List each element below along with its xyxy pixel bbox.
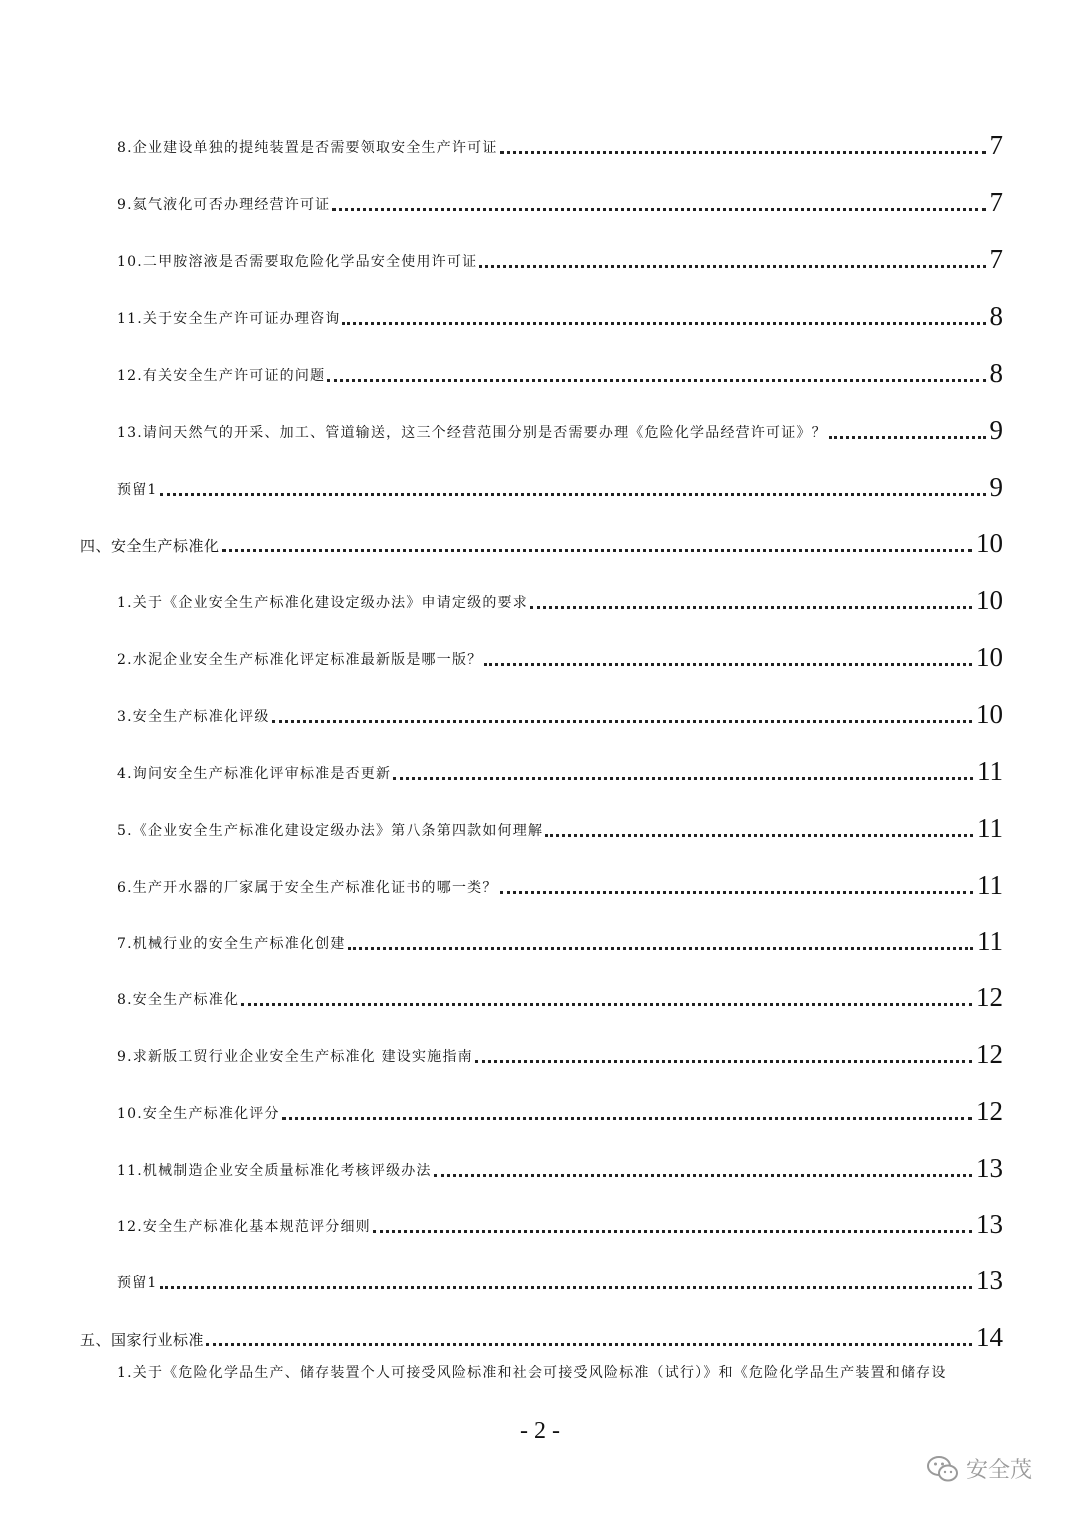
toc-entry[interactable] [117,181,1003,217]
toc-entry[interactable] [117,1090,1003,1126]
toc-entry-title: 11.关于安全生产许可证办理咨询 [117,311,341,327]
toc-leader-dots [530,606,972,609]
toc-entry-page-number: 11 [977,870,1003,900]
toc-leader-dots [206,1343,972,1346]
toc-entry-title: 13.请问天然气的开采、加工、管道输送，这三个经营范围分别是否需要办理《危险化学品经营许可证》？ [117,425,827,441]
toc-leader-dots [241,1003,972,1006]
toc-entry-title: 9.氦气液化可否办理经营许可证 [117,197,331,213]
toc-entry-title: 12.有关安全生产许可证的问题 [117,368,326,384]
toc-entry-page-number: 9 [989,415,1003,445]
toc-entry-title: 6.生产开水器的厂家属于安全生产标准化证书的哪一类？ [117,880,498,896]
toc-entry-page-number: 11 [977,756,1003,786]
toc-entry-title: 9.求新版工贸行业企业安全生产标准化 建设实施指南 [117,1049,473,1065]
toc-entry[interactable] [117,579,1003,615]
toc-entry-title: 7.机械行业的安全生产标准化创建 [117,936,346,952]
toc-leader-dots [500,891,973,894]
toc-entry[interactable] [117,1033,1003,1069]
toc-leader-dots [222,549,972,552]
toc-entry[interactable] [117,238,1003,274]
watermark-name: 安全茂 [966,1458,1033,1483]
toc-entry-title: 8.安全生产标准化 [117,992,240,1008]
toc-leader-dots [282,1117,972,1120]
toc-leader-dots [373,1230,972,1233]
toc-leader-dots [545,834,973,837]
toc-entry-page-number: 10 [976,642,1003,672]
toc-leader-dots [342,322,985,325]
toc-entry-page-number: 8 [989,358,1003,388]
toc-entry-page-number: 13 [976,1209,1003,1239]
toc-entry-page-number: 14 [976,1322,1003,1352]
toc-entry[interactable] [117,976,1003,1012]
toc-entry-page-number: 11 [977,926,1003,956]
toc-entry[interactable] [117,693,1003,729]
toc-entry-title: 3.安全生产标准化评级 [117,709,270,725]
toc-leader-dots [484,663,972,666]
toc-entry[interactable] [117,864,1003,900]
toc-entry-page-number: 11 [977,813,1003,843]
toc-entry-title: 10.安全生产标准化评分 [117,1106,280,1122]
toc-entry-page-number: 7 [989,244,1003,274]
toc-entry-title: 2.水泥企业安全生产标准化评定标准最新版是哪一版？ [117,652,483,668]
toc-entry-title: 四、安全生产标准化 [80,537,220,555]
toc-leader-dots [479,265,985,268]
toc-entry-page-number: 10 [976,585,1003,615]
toc-entry-title: 11.机械制造企业安全质量标准化考核评级办法 [117,1163,432,1179]
toc-entry-page-number: 9 [989,472,1003,502]
toc-section-heading[interactable] [80,522,1003,558]
watermark [926,1453,1032,1484]
toc-entry[interactable] [117,352,1003,388]
toc-entry-title: 预留1 [117,482,158,498]
toc-leader-dots [160,1286,972,1289]
toc-entry-title: 4.询问安全生产标准化评审标准是否更新 [117,766,392,782]
toc-leader-dots [393,777,973,780]
toc-entry[interactable] [117,1147,1003,1183]
toc-entry[interactable] [117,466,1003,502]
toc-entry-page-number: 13 [976,1153,1003,1183]
toc-entry-title: 12.安全生产标准化基本规范评分细则 [117,1219,371,1235]
toc-leader-dots [475,1060,972,1063]
toc-entry[interactable] [117,1259,1003,1295]
toc-entry[interactable] [117,750,1003,786]
toc-entry[interactable] [117,636,1003,672]
toc-section-heading[interactable] [80,1316,1003,1352]
toc-leader-dots [160,493,986,496]
toc-entry-title: 1.关于《企业安全生产标准化建设定级办法》申请定级的要求 [117,595,528,611]
toc-entry[interactable] [117,124,1003,160]
page-number: - 2 - [520,1418,560,1444]
toc-entry[interactable] [117,920,1003,956]
toc-entry-page-number: 10 [976,699,1003,729]
toc-leader-dots [332,208,985,211]
toc-entry-page-number: 13 [976,1265,1003,1295]
toc-leader-dots [348,947,973,950]
toc-leader-dots [434,1174,972,1177]
toc-entry[interactable] [117,295,1003,331]
toc-entry-title: 10.二甲胺溶液是否需要取危险化学品安全使用许可证 [117,254,478,270]
toc-entry-page-number: 12 [976,982,1003,1012]
wechat-icon [926,1455,960,1483]
toc-leader-dots [327,379,985,382]
toc-entry[interactable] [117,1203,1003,1239]
toc-entry-page-number: 12 [976,1096,1003,1126]
toc-entry-page-number: 12 [976,1039,1003,1069]
toc-entry-title: 5.《企业安全生产标准化建设定级办法》第八条第四款如何理解 [117,823,544,839]
toc-leader-dots [500,151,986,154]
toc-leader-dots [272,720,972,723]
toc-entry-page-number: 10 [976,528,1003,558]
toc-entry[interactable] [117,409,1003,445]
toc-entry-partial: 1.关于《危险化学品生产、储存装置个人可接受风险标准和社会可接受风险标准（试行）》和《危险化学品生产装置和储存设 [117,1365,947,1381]
toc-entry-page-number: 7 [989,187,1003,217]
toc-entry-title: 8.企业建设单独的提纯装置是否需要领取安全生产许可证 [117,140,498,156]
toc-entry-title: 预留1 [117,1275,158,1291]
toc-entry-page-number: 8 [989,301,1003,331]
toc-entry-page-number: 7 [989,130,1003,160]
toc-entry-title: 五、国家行业标准 [80,1331,205,1349]
toc-leader-dots [829,436,986,439]
toc-entry[interactable] [117,807,1003,843]
